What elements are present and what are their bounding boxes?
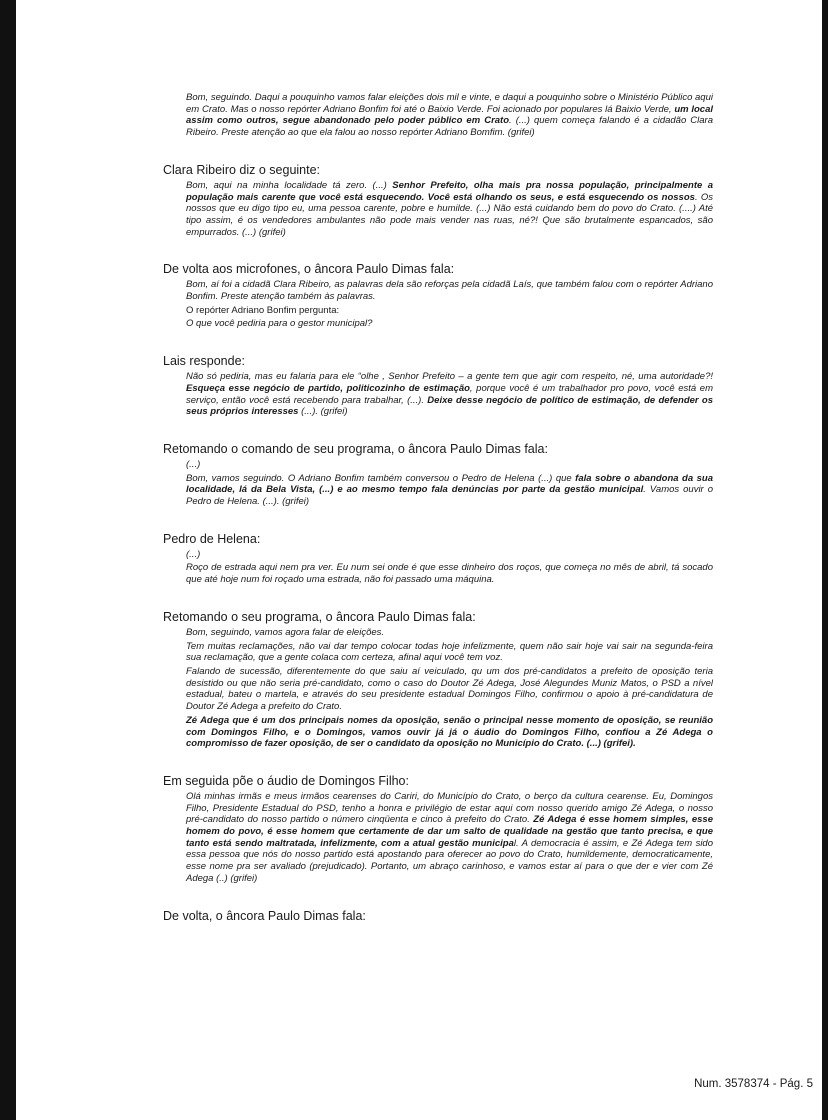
document-section <box>163 92 713 139</box>
emphasized-text: um local assim como outros, segue abandonado pelo poder público em Crato <box>186 103 713 127</box>
quoted-transcript <box>186 791 713 885</box>
document-section <box>163 262 713 330</box>
transcript-text: Não só pediria, mas eu falaria para ele “olhe , Senhor Prefeito – a gente tem que agir com respeito, né, uma autoridade?! <box>186 371 713 383</box>
transcript-paragraph <box>186 562 713 585</box>
document-section <box>163 909 713 924</box>
transcript-paragraph <box>186 279 713 302</box>
transcript-text: Bom, aí foi a cidadã Clara Ribeiro, as palavras dela são reforças pela cidadã Laís, que também falou com o repórter Adriano Bonfim. Preste atenção também às palavras. <box>186 279 713 303</box>
document-section <box>163 163 713 239</box>
transcript-paragraph <box>186 549 713 561</box>
section-heading: De volta, o âncora Paulo Dimas fala: <box>163 908 366 923</box>
transcript-text: . (...) quem começa falando é a cidadão Clara Ribeiro. Preste atenção ao que ela falou ao nosso repórter Adriano Bomfim. (grifei) <box>186 115 713 139</box>
transcript-paragraph <box>186 305 713 317</box>
transcript-paragraph <box>186 318 713 330</box>
document-section <box>163 610 713 750</box>
page-footer: Num. 3578374 - Pág. 5 <box>694 1078 813 1090</box>
transcript-text: (...) <box>186 458 201 470</box>
document-body <box>163 92 713 938</box>
transcript-text: , porque você é um trabalhador pro povo, você está em serviço, então você está recebendo para trabalhar, (...). <box>186 382 713 406</box>
emphasized-text: fala sobre o abandona da sua localidade, lá da Bela Vista, (...) e ao mesmo tempo fala denúncias por parte da gestão municipal <box>186 472 714 496</box>
section-heading: Pedro de Helena: <box>163 531 261 546</box>
quoted-transcript <box>186 92 713 139</box>
document-section <box>163 532 713 586</box>
transcript-paragraph <box>186 627 713 639</box>
transcript-text: Olá minhas irmãs e meus irmãos cearenses do Cariri, do Município do Crato, o berço da cultura cearense. Eu, Domingos Filho, Presidente Estadual do PSD, tenho a honra e privilégio de estar aqui com nosso querido amigo Zé Adega, o nosso pré-candidato do nosso partido o número cinqüenta e cinco à prefeito do Crato. <box>186 790 713 826</box>
transcript-text: Bom, aqui na minha localidade tá zero. (...) <box>186 179 393 191</box>
transcript-text: . Os nossos que eu digo tipo eu, uma pessoa carente, pobre e humilde. (...) Não está cuidando bem do povo do Crato. (....) Até tipo assim, é os vendedores ambulantes não pode mais vender nas ruas, né?! Que são brutalmente espancados, são empurrados. (...) (grifei) <box>186 191 714 238</box>
emphasized-text: Zé Adega que é um dos principais nomes da oposição, senão o principal nesse momento de oposição, se reunião com Domingos Filho, e o Domingos, vamos ouvir já já o áudio do Domingos Filho, confiou a Zé Adega o compromisso de fazer oposição, de ser o candidato da oposição no Município do Crato. (...) (grifei). <box>186 714 713 750</box>
section-heading: De volta aos microfones, o âncora Paulo Dimas fala: <box>163 262 455 277</box>
document-section <box>163 774 713 885</box>
transcript-text: Bom, seguindo. Daqui a pouquinho vamos falar eleições dois mil e vinte, e daqui a pouquinho sobre o Ministério Público aqui em Crato. Mas o nosso repórter Adriano Bonfim foi até o Baixio Verde. Foi acionado por populares lá Baixio Verde, <box>186 92 713 115</box>
transcript-text: Bom, vamos seguindo. O Adriano Bonfim também conversou o Pedro de Helena (...) que <box>186 472 576 484</box>
transcript-paragraph <box>186 791 713 885</box>
quoted-transcript <box>186 180 713 239</box>
transcript-paragraph <box>186 459 713 471</box>
transcript-paragraph <box>186 473 713 508</box>
transcript-text: (...) <box>186 548 201 560</box>
emphasized-text: Senhor Prefeito, olha mais pra nossa população, principalmente a população mais carente que você está esquecendo. Você está olhando os seus, e está esquecendo os nossos <box>186 179 713 203</box>
transcript-paragraph <box>186 92 713 139</box>
transcript-text: O que você pediria para o gestor municipal? <box>186 318 373 330</box>
emphasized-text: Deixe desse negócio de político de estimação, de defender os seus próprios interesses <box>186 394 713 418</box>
transcript-paragraph <box>186 641 713 664</box>
transcript-text: l. A democracia é assim, e Zé Adega tem sido essa pessoa que nós do nosso partido está apostando para oferecer ao povo do Crato, humildemente, democraticamente, esse nome pra ser avaliado (prejudicado). Portanto, um abraço carinhoso, e vamos estar aí para o que der e vier com Zé Adega (..) (grifei) <box>186 837 713 884</box>
transcript-text: Tem muitas reclamações, não vai dar tempo colocar todas hoje infelizmente, quem não sair hoje vai sair na segunda-feira sua reclamação, que a gente colaca com certeza, afinal aqui você tem voz. <box>186 640 713 664</box>
document-section <box>163 442 713 508</box>
section-heading: Retomando o seu programa, o âncora Paulo Dimas fala: <box>163 609 476 624</box>
quoted-transcript <box>186 371 713 418</box>
emphasized-text: Zé Adega é esse homem simples, esse homem do povo, é esse homem que certamente de dar um salto de qualidade na gestão que tanto precisa, e que tanto está sendo maltratada, infelizmente, com a atual gestão municipa <box>186 814 713 849</box>
quoted-transcript <box>186 549 713 586</box>
transcript-text: Roço de estrada aqui nem pra ver. Eu num sei onde é que esse dinheiro dos roços, que começa no mês de abril, tá socado que até hoje num foi roçado uma estrada, não foi passado uma máquina. <box>186 562 713 586</box>
transcript-paragraph <box>186 715 713 750</box>
transcript-paragraph <box>186 666 713 713</box>
transcript-text: Falando de sucessão, diferentemente do que saiu aí veiculado, qu um dos pré-candidatos a prefeito de oposição teria desistido ou que não seria pré-candidato, como o caso do Doutor Zé Adega, José Alegundes Muniz Matos, o PSD a nível estadual, bateu o martela, e através do seu presidente estadual Domingos Filho, confirmou o apoio à pré-candidatura de Doutor Zé Adega a prefeito do Crato. <box>186 665 713 713</box>
section-heading: Clara Ribeiro diz o seguinte: <box>163 162 321 177</box>
quoted-transcript <box>186 279 713 330</box>
transcript-paragraph <box>186 371 713 418</box>
transcript-text: . Vamos ouvir o Pedro de Helena. (...). (grifei) <box>186 484 713 508</box>
section-heading: Retomando o comando de seu programa, o âncora Paulo Dimas fala: <box>163 441 548 456</box>
scan-right-edge <box>822 0 828 1120</box>
transcript-text: O repórter Adriano Bonfim pergunta: <box>186 304 340 316</box>
quoted-transcript <box>186 627 713 750</box>
quoted-transcript <box>186 459 713 508</box>
section-heading: Lais responde: <box>163 354 246 369</box>
emphasized-text: Esqueça esse negócio de partido, politicozinho de estimação <box>186 382 470 394</box>
scan-left-edge <box>0 0 16 1120</box>
transcript-text: Bom, seguindo, vamos agora falar de eleições. <box>186 626 385 638</box>
transcript-paragraph <box>186 180 713 239</box>
document-section <box>163 354 713 418</box>
transcript-text: (...). (grifei) <box>298 406 348 418</box>
section-heading: Em seguida põe o áudio de Domingos Filho: <box>163 773 409 788</box>
